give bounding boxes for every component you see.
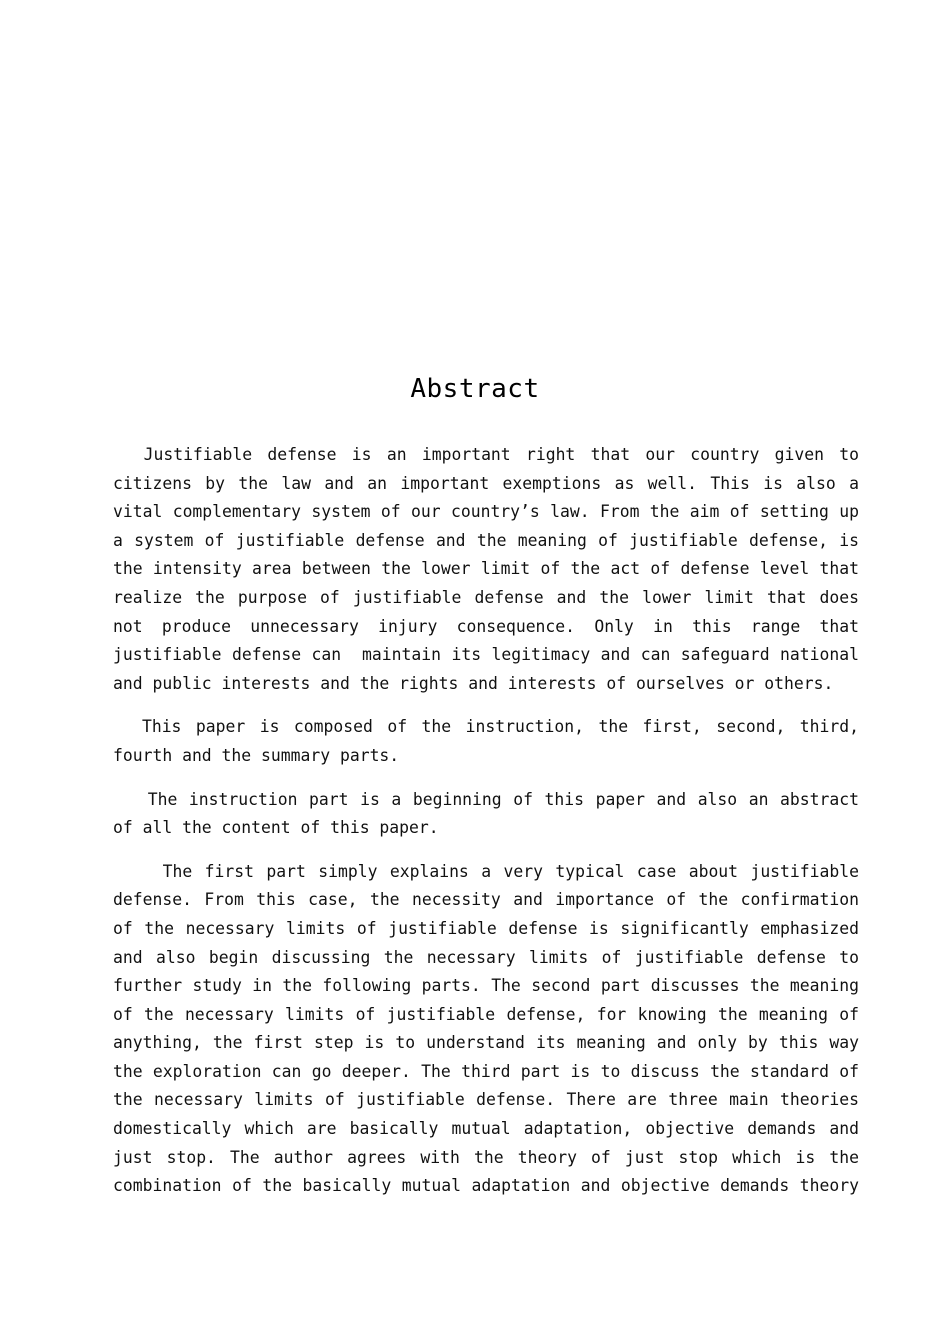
abstract-paragraph-2: This paper is composed of the instruction, the first, second, third, fourth and the summary parts. (113, 717, 869, 765)
abstract-paragraph-1: Justifiable defense is an important right that our country given to citizens by the law and an important exemptions as well. This is also a vital complementary system of our country’s law. From the aim of setting up a system of justifiable defense and the meaning of justifiable defense, is the intensity area between the lower limit of the act of defense level that realize the purpose of justifiable defense and the lower limit that does not produce unnecessary injury consequence. Only in this range that justifiable defense can maintain its legitimacy and can safeguard national and public interests and the rights and interests of ourselves or others. (113, 445, 869, 693)
abstract-paragraph-4: The first part simply explains a very typical case about justifiable defense. From this case, the necessity and importance of the confirmation of the necessary limits of justifiable defense is significantly emphasized and also begin discussing the necessary limits of justifiable defense to further study in the following parts. The second part discusses the meaning of the necessary limits of justifiable defense, for knowing the meaning of anything, the first step is to understand its meaning and only by this way the exploration can go deeper. The third part is to discuss the standard of the necessary limits of justifiable defense. There are three main theories domestically which are basically mutual adaptation, objective demands and just stop. The author agrees with the theory of just stop which is the combination of the basically mutual adaptation and objective demands theory (113, 861, 869, 1196)
abstract-title: Abstract (410, 374, 540, 404)
abstract-paragraph-3: The instruction part is a beginning of this paper and also an abstract of all the content of this paper. (113, 789, 869, 838)
abstract-body (113, 441, 869, 1201)
